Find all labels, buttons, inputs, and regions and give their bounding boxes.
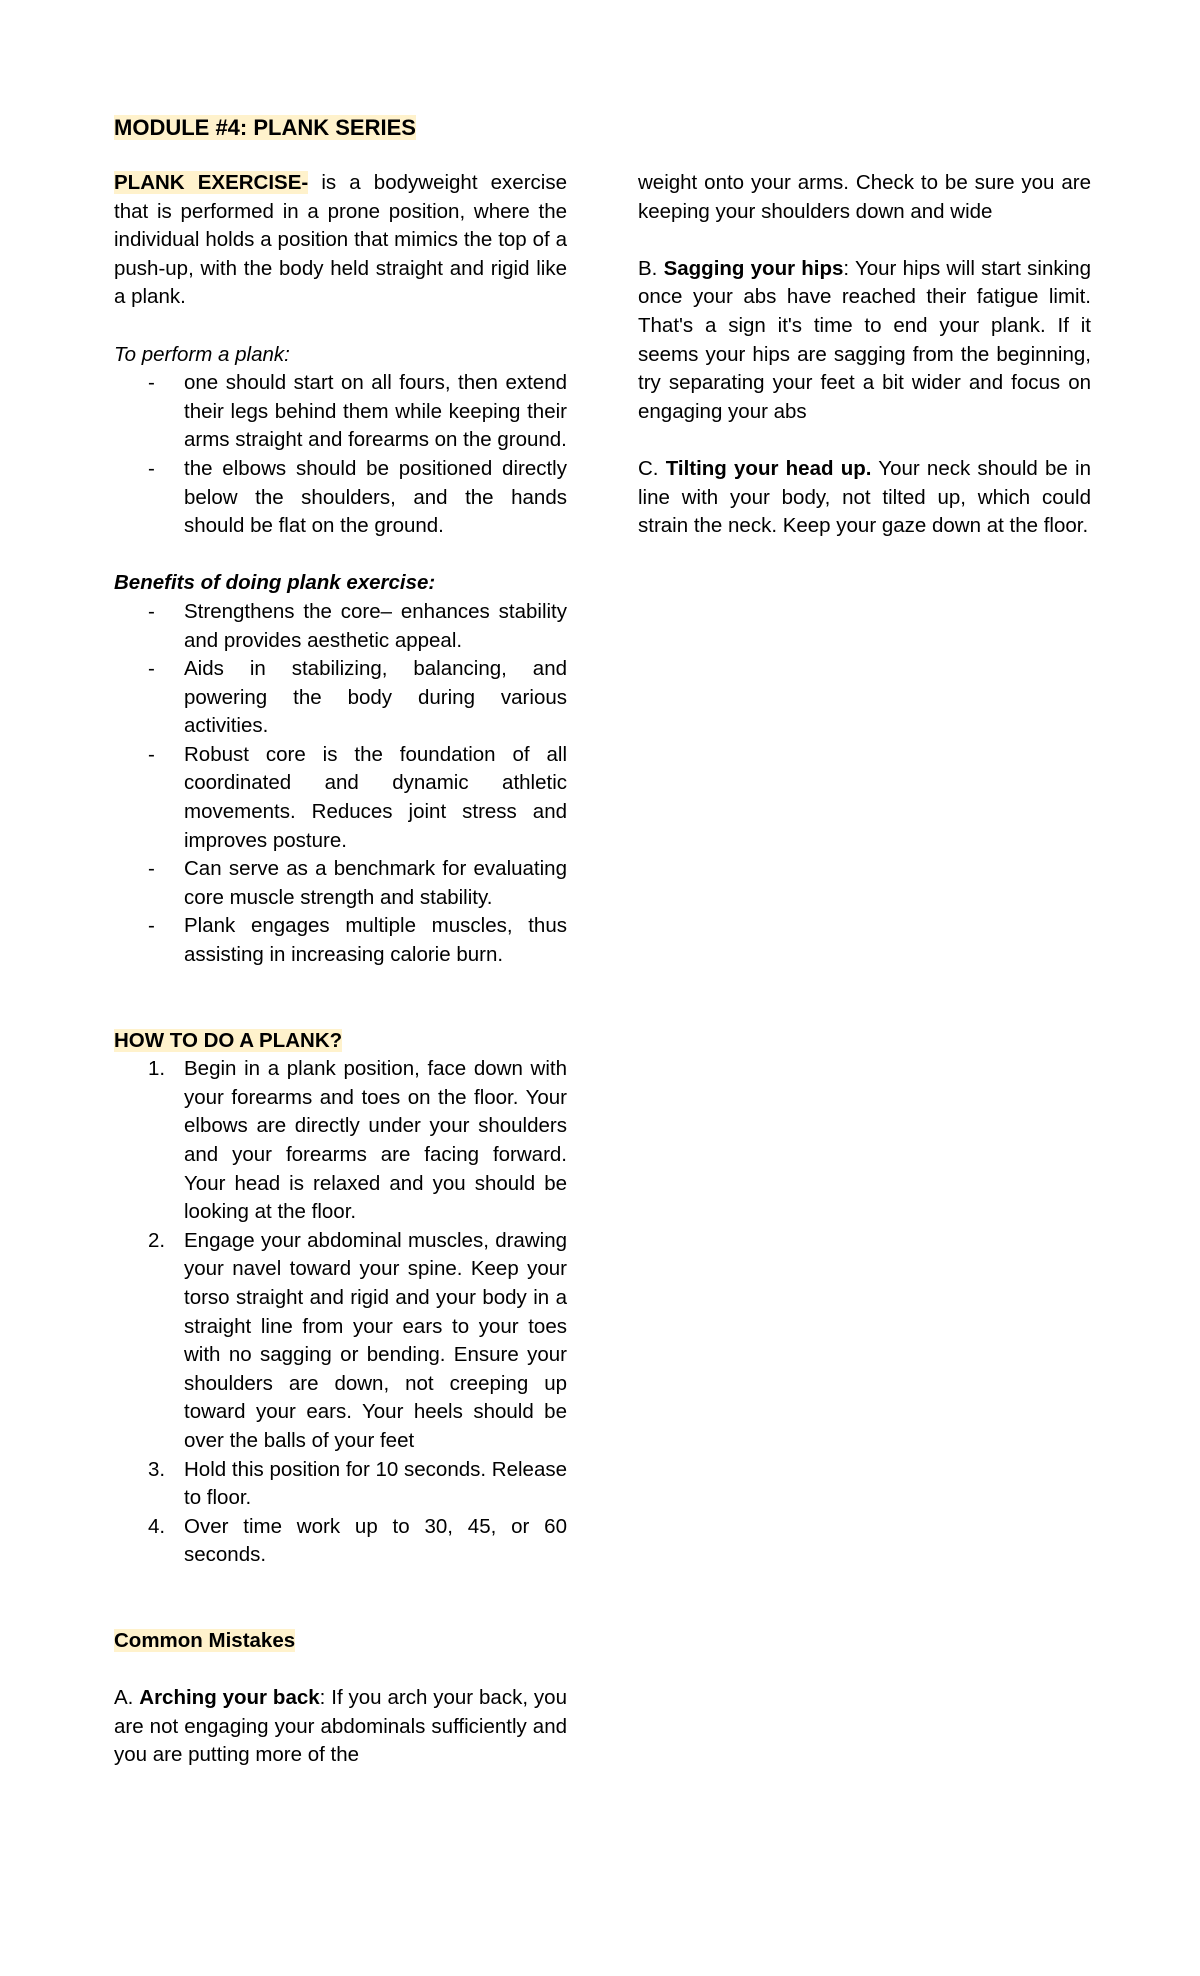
mistakes-heading-text: Common Mistakes — [114, 1628, 296, 1652]
step-text: Over time work up to 30, 45, or 60 seconds. — [184, 1514, 567, 1567]
list-item-text: Robust core is the foundation of all coordinated and dynamic athletic movements. Reduces joint stress and improves posture. — [184, 742, 567, 852]
list-item — [114, 655, 567, 741]
mistake-a-letter: A. — [114, 1686, 140, 1710]
list-item-text: one should start on all fours, then extend their legs behind them while keeping their arms straight and forearms on the ground. — [184, 371, 567, 452]
mistake-a-title: Arching your back — [139, 1686, 320, 1710]
list-item — [114, 455, 567, 541]
bullet-dash: - — [148, 657, 155, 681]
right-column — [638, 169, 1091, 541]
mistake-c-paragraph — [638, 455, 1091, 541]
bullet-dash: - — [148, 742, 155, 766]
bullet-dash: - — [148, 599, 155, 623]
step-item — [114, 1055, 567, 1227]
list-item — [114, 598, 567, 655]
mistake-b-text: : Your hips will start sinking once your abs have reached their fatigue limit. That's a sign it's time to end your plank. If it seems your hips are sagging from the beginning, try separating your feet a bit wider and focus on engaging your abs — [638, 256, 1091, 423]
bullet-dash: - — [148, 857, 155, 881]
definition-term: PLANK EXERCISE- — [114, 171, 309, 194]
mistake-b-title: Sagging your hips — [663, 256, 844, 280]
how-to-heading-text: HOW TO DO A PLANK? — [114, 1028, 343, 1052]
bullet-dash: - — [148, 371, 155, 395]
how-to-steps — [114, 1055, 567, 1570]
step-number: 4. — [148, 1514, 166, 1538]
mistake-b-letter: B. — [638, 256, 664, 280]
perform-list — [114, 369, 567, 541]
step-number: 1. — [148, 1057, 166, 1081]
list-item-text: Aids in stabilizing, balancing, and powering the body during various activities. — [184, 657, 567, 738]
mistake-a-continued: weight onto your arms. Check to be sure you are keeping your shoulders down and wide — [638, 171, 1091, 223]
list-item-text: Can serve as a benchmark for evaluating core muscle strength and stability. — [184, 857, 567, 909]
mistake-c-text: Your neck should be in line with your body, not tilted up, which could strain the neck. Keep your gaze down at the floor. — [638, 456, 1091, 538]
definition-text: is a bodyweight exercise that is performed in a prone position, where the individual holds a position that mimics the top of a push-up, with the body held straight and rigid like a plank. — [114, 171, 567, 309]
mistake-b-paragraph — [638, 255, 1091, 427]
list-item-text: the elbows should be positioned directly below the shoulders, and the hands should be flat on the ground. — [184, 456, 567, 538]
step-text: Begin in a plank position, face down with your forearms and toes on the floor. Your elbows are directly under your shoulders and your forearms are facing forward. Your head is relaxed and you should be looking at the floor. — [184, 1057, 567, 1224]
bullet-dash: - — [148, 456, 155, 480]
module-title — [114, 112, 567, 144]
list-item — [114, 741, 567, 855]
benefits-list — [114, 598, 567, 970]
mistakes-heading — [114, 1627, 567, 1656]
mistake-a-text: : If you arch your back, you are not engaging your abdominals sufficiently and you are putting more of the — [114, 1686, 567, 1767]
step-number: 2. — [148, 1228, 166, 1252]
bullet-dash: - — [148, 914, 155, 938]
list-item-text: Strengthens the core– enhances stability and provides aesthetic appeal. — [184, 599, 567, 652]
mistake-c-letter: C. — [638, 456, 666, 480]
list-item — [114, 369, 567, 455]
list-item — [114, 912, 567, 969]
step-text: Hold this position for 10 seconds. Release to floor. — [184, 1457, 567, 1510]
module-title-text: MODULE #4: PLANK SERIES — [114, 115, 416, 140]
step-item — [114, 1227, 567, 1456]
mistake-a-paragraph — [114, 1684, 567, 1770]
perform-heading: To perform a plank: — [114, 342, 290, 366]
mistake-c-title: Tilting your head up. — [665, 456, 872, 480]
step-item — [114, 1456, 567, 1513]
how-to-heading — [114, 1027, 567, 1056]
list-item-text: Plank engages multiple muscles, thus assisting in increasing calorie burn. — [184, 914, 567, 967]
step-item — [114, 1513, 567, 1570]
benefits-heading: Benefits of doing plank exercise: — [114, 571, 436, 595]
list-item — [114, 855, 567, 912]
step-number: 3. — [148, 1457, 166, 1481]
definition-paragraph — [114, 169, 567, 312]
step-text: Engage your abdominal muscles, drawing your navel toward your spine. Keep your torso straight and rigid and your body in a straight line from your ears to your toes with no sagging or bending. Ensure your shoulders are down, not creeping up toward your ears. Your heels should be over the balls of your feet — [184, 1228, 567, 1452]
left-column — [114, 112, 567, 1770]
